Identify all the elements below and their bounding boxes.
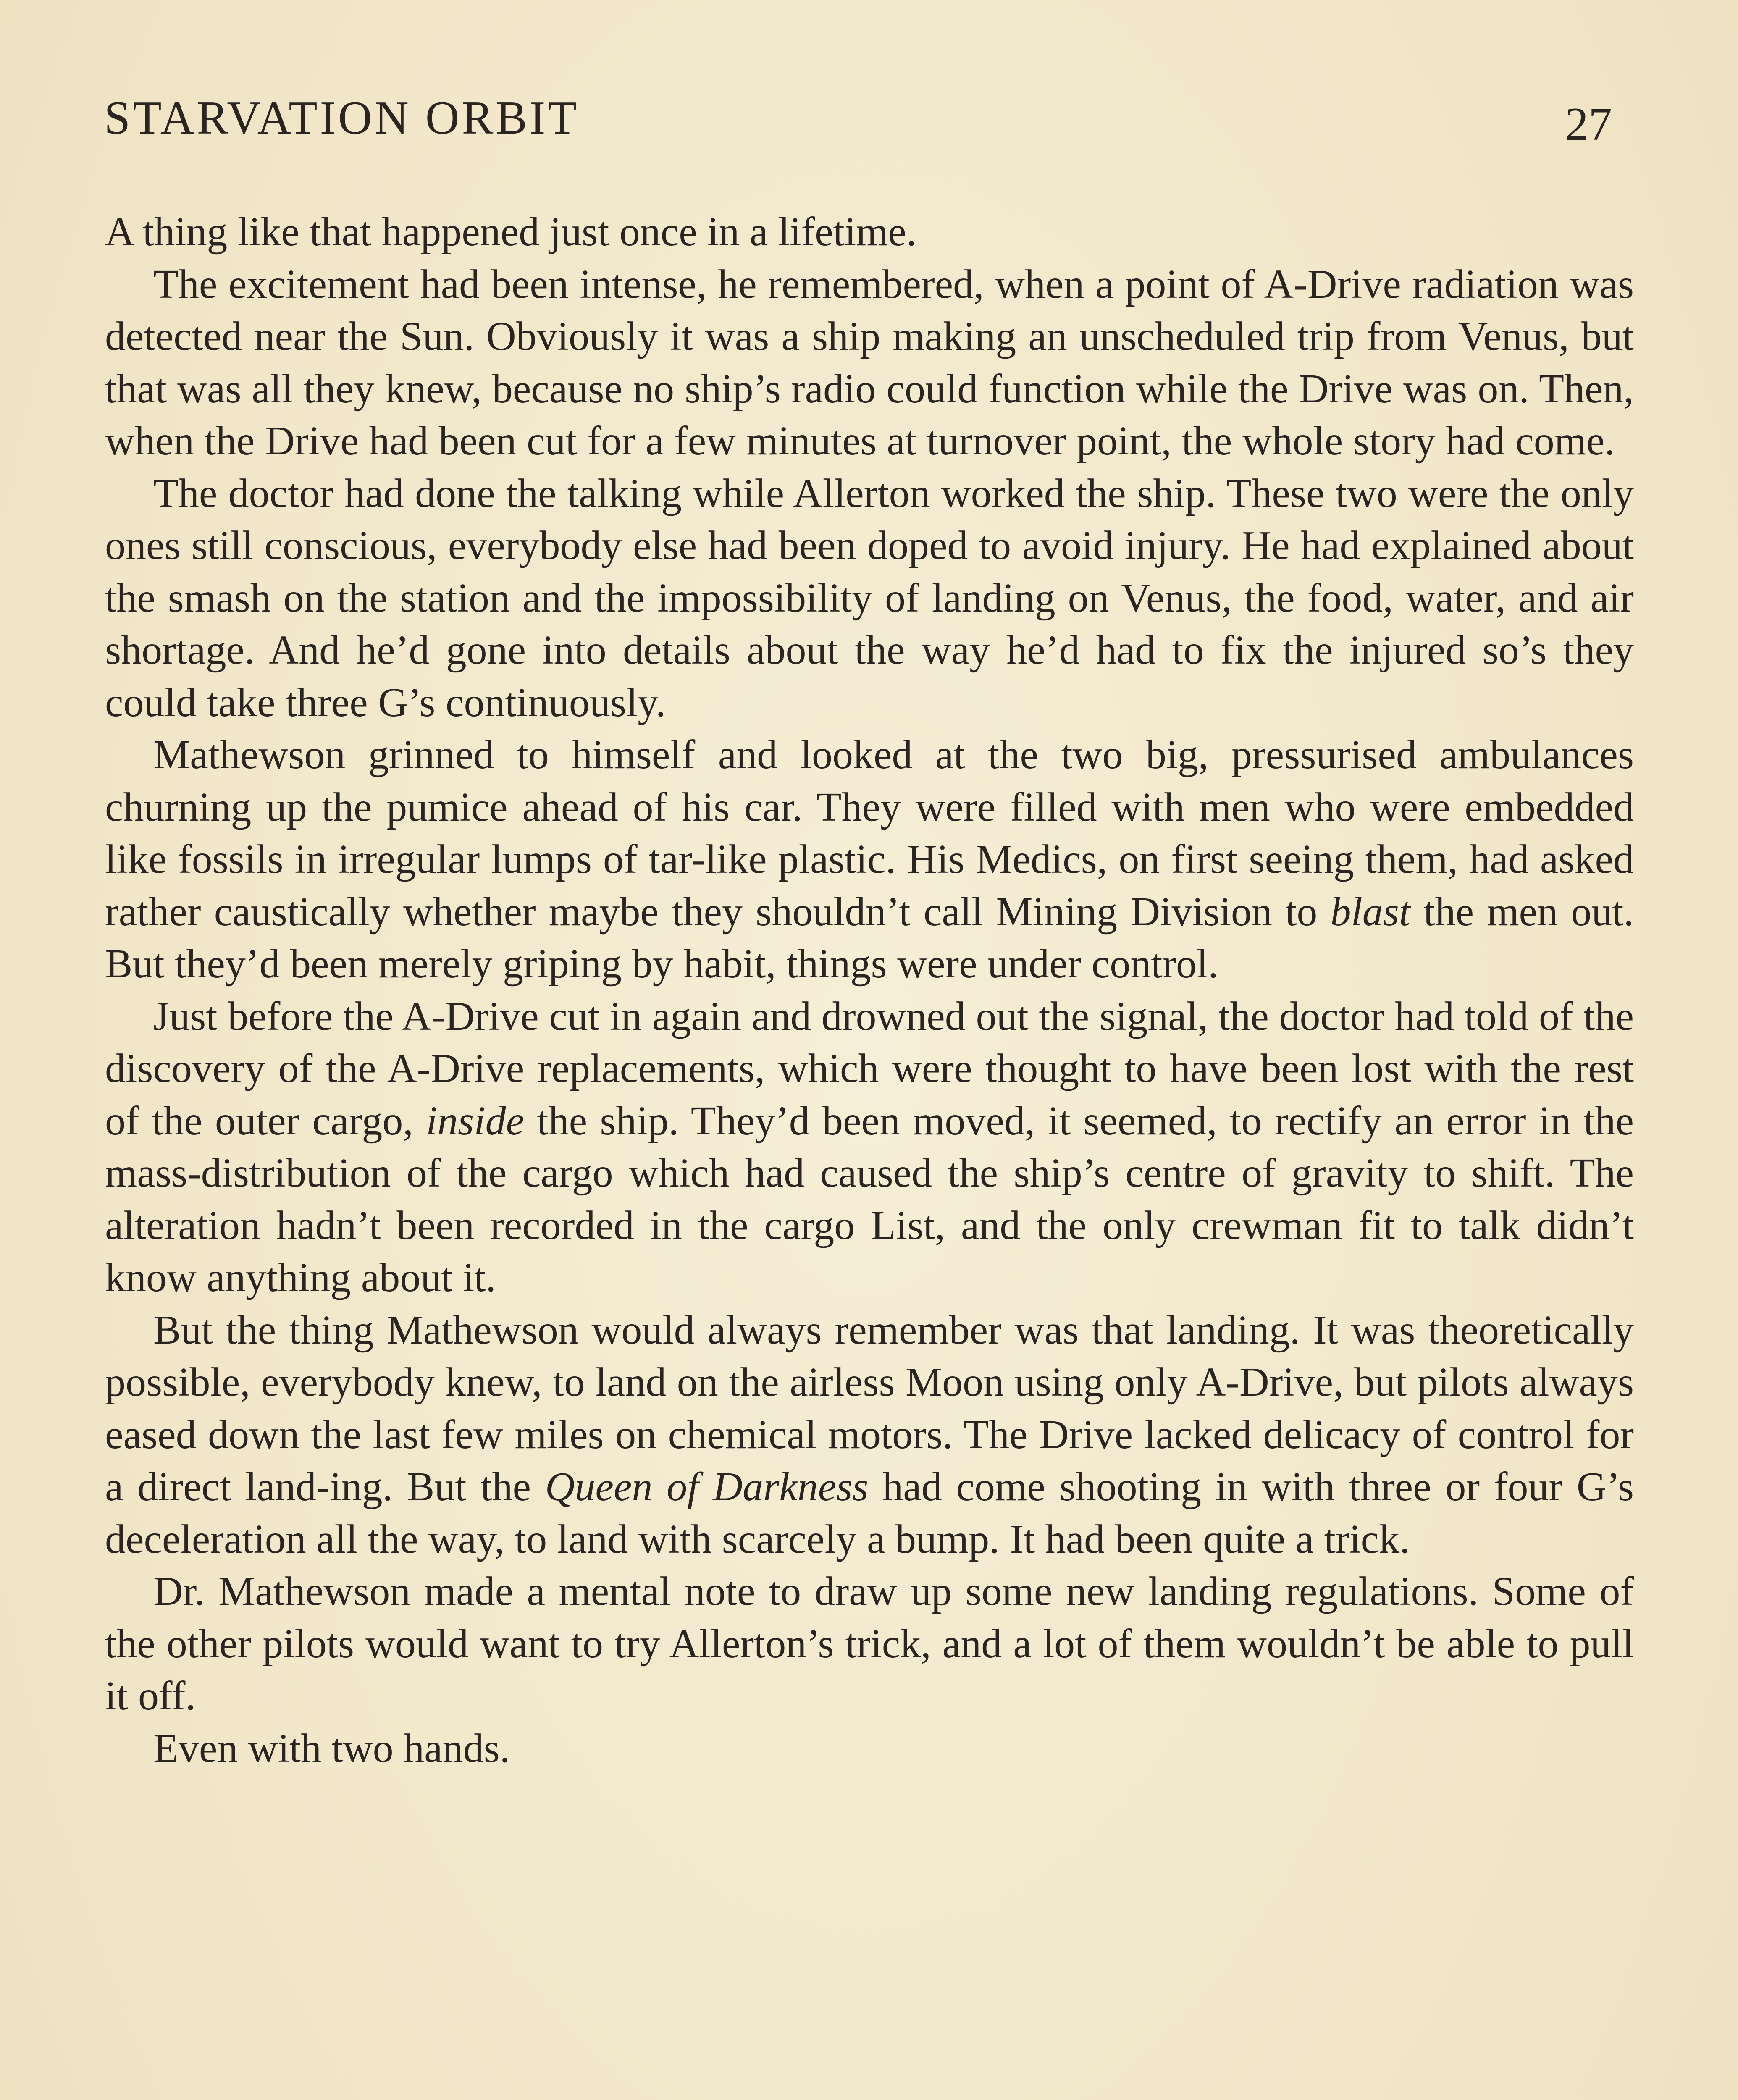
story-text bbox=[105, 206, 1634, 1774]
paragraph-6-ship-name: Queen of Darkness bbox=[545, 1464, 869, 1509]
paragraph-8: Even with two hands. bbox=[153, 1725, 510, 1771]
paragraph-5-emphasis: inside bbox=[426, 1098, 525, 1144]
paragraph-2: The excitement had been intense, he remembered, when a point of A-Drive radiation was detected near the Sun. Obviously it was a ship making an unscheduled trip from Venus, but that was all they knew, because no ship’s radio could function while the Drive was on. Then, when the Drive had been cut for a few minutes at turnover point, the whole story had come. bbox=[105, 261, 1634, 464]
paragraph-6-text-b: had come shooting in with three or four G’s deceleration all the way, to land with scarcely a bump. It had been quite a trick. bbox=[105, 1464, 1634, 1562]
page-number: 27 bbox=[1565, 98, 1612, 150]
paragraph-1: A thing like that happened just once in a lifetime. bbox=[105, 209, 917, 255]
paragraph-5-text-b: the ship. They’d been moved, it seemed, to rectify an error in the mass-distribution of the cargo which had caused the ship’s centre of gravity to shift. The alteration hadn’t been recorded in the cargo List, and the only crewman fit to talk didn’t know anything about it. bbox=[105, 1098, 1634, 1300]
paragraph-5-text-a: Just before the A-Drive cut in again and drowned out the signal, the doctor had told of the discovery of the A-Drive replacements, which were thought to have been lost with the rest of the outer cargo, bbox=[105, 993, 1634, 1144]
paragraph-4-text-a: Mathewson grinned to himself and looked at the two big, pressurised ambulances churning up the pumice ahead of his car. They were filled with men who were embedded like fossils in irregular lumps of tar-like plastic. His Medics, on first seeing them, had asked rather caustically whether maybe they shouldn’t call Mining Division to bbox=[105, 732, 1634, 934]
paragraph-4 bbox=[105, 729, 1634, 990]
paragraph-6 bbox=[105, 1304, 1634, 1566]
paragraph-4-emphasis: blast bbox=[1330, 889, 1411, 934]
paragraph-3: The doctor had done the talking while Allerton worked the ship. These two were the only ones still conscious, everybody else had been doped to avoid injury. He had explained about the smash on the station and the impossibility of landing on Venus, the food, water, and air shortage. And he’d gone into details about the way he’d had to fix the injured so’s they could take three G’s continuously. bbox=[105, 470, 1634, 725]
paragraph-5 bbox=[105, 990, 1634, 1304]
paragraph-4-text-b: the men out. But they’d been merely griping by habit, things were under control. bbox=[105, 889, 1634, 987]
paragraph-6-text-a: But the thing Mathewson would always remember was that landing. It was theoretically possible, everybody knew, to land on the airless Moon using only A-Drive, but pilots always eased down the last few miles on chemical motors. The Drive lacked delicacy of control for a direct land-ing. But the bbox=[105, 1307, 1634, 1509]
paragraph-7: Dr. Mathewson made a mental note to draw up some new landing regulations. Some of the other pilots would want to try Allerton’s trick, and a lot of them wouldn’t be able to pull it off. bbox=[105, 1569, 1634, 1719]
running-title: STARVATION ORBIT bbox=[104, 92, 579, 144]
